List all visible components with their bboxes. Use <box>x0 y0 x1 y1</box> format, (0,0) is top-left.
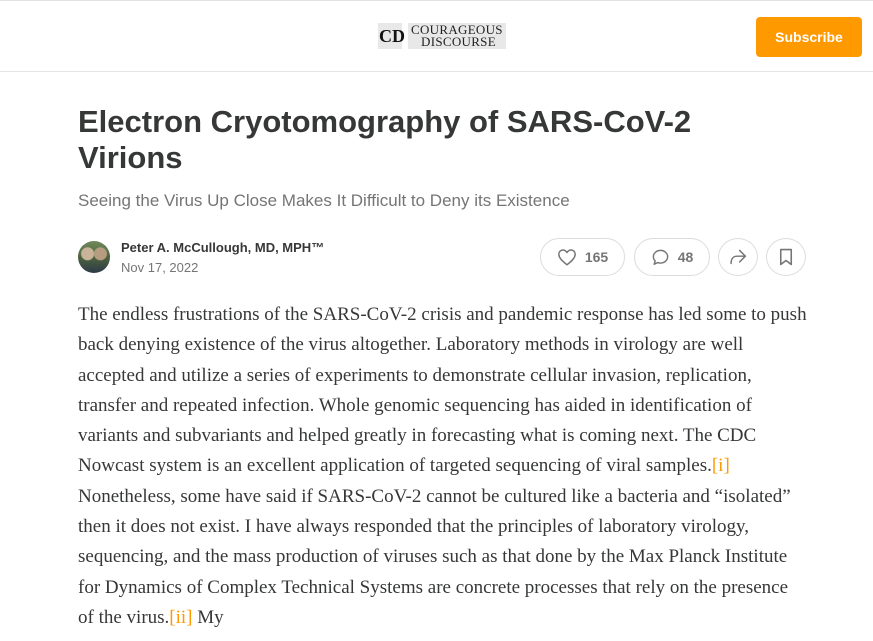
comment-button[interactable] <box>634 238 710 276</box>
article-body <box>78 300 808 633</box>
top-bar <box>0 0 873 72</box>
author-avatar[interactable] <box>78 241 110 273</box>
bookmark-icon <box>779 248 793 266</box>
body-text-3: My <box>192 606 224 628</box>
post-subtitle: Seeing the Virus Up Close Makes It Difficult to Deny its Existence <box>78 191 570 210</box>
subscribe-button[interactable]: Subscribe <box>756 17 862 57</box>
author-name[interactable]: Peter A. McCullough, MD, MPH™ <box>121 240 325 255</box>
post-date: Nov 17, 2022 <box>121 260 199 275</box>
logo-wordmark <box>408 23 506 49</box>
logo-mark-icon <box>378 23 405 49</box>
logo-line-2: DISCOURSE <box>421 34 496 49</box>
body-text-1: The endless frustrations of the SARS-CoV-2 crisis and pandemic response has led some to push back denying existence of the virus altogether. Laboratory methods in virology are well accepted and utilize a series of experiments to demonstrate cellular invasion, replication, transfer and repeated infection. Whole genomic sequencing has aided in identification of variants and subvariants and helped greatly in forecasting what is coming next. The CDC Nowcast system is an excellent application of targeted sequencing of viral samples. <box>78 304 807 477</box>
heart-icon <box>557 248 577 266</box>
share-button[interactable] <box>718 238 758 276</box>
share-icon <box>728 248 748 266</box>
post-title: Electron Cryotomography of SARS-CoV-2 Virions <box>78 104 692 175</box>
svg-text:CD: CD <box>379 26 405 46</box>
body-text-2: Nonetheless, some have said if SARS-CoV-2 cannot be cultured like a bacteria and “isolated” then it does not exist. I have always responded that the principles of laboratory virology, sequencing, and the mass production of viruses such as that done by the Max Planck Institute for Dynamics of Complex Technical Systems are concrete processes that rely on the presence of the virus. <box>78 485 791 628</box>
publication-logo[interactable] <box>378 22 506 50</box>
comment-count: 48 <box>677 249 694 265</box>
comment-icon <box>651 248 670 267</box>
logo-line-1: COURAGEOUS <box>411 22 503 37</box>
footnote-link-i[interactable]: [i] <box>711 455 730 477</box>
bookmark-button[interactable] <box>766 238 806 276</box>
like-count: 165 <box>584 249 609 265</box>
footnote-link-ii[interactable]: [ii] <box>169 606 193 628</box>
like-button[interactable] <box>540 238 625 276</box>
top-divider <box>0 0 873 1</box>
